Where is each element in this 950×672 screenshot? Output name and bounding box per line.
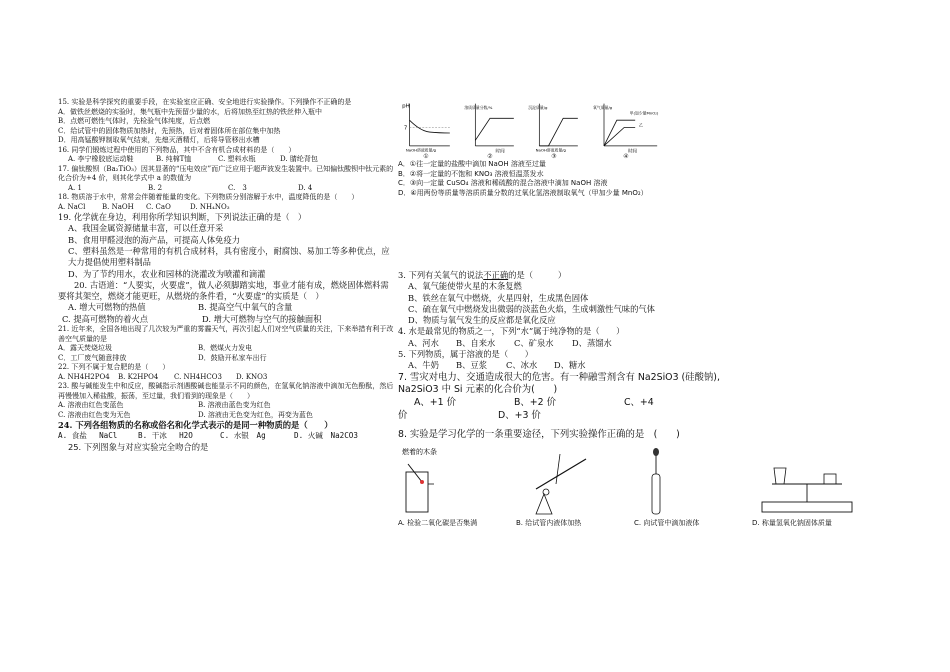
q23-option-c: C. 溶液由红色变为无色 bbox=[58, 410, 131, 419]
q23-options-row1 bbox=[58, 401, 396, 411]
graph-4-ylabel: 氧气质量/g bbox=[593, 105, 613, 111]
q3-stem-pre: 3. 下列有关氧气的说法 bbox=[398, 270, 484, 281]
q19-stem: 19. 化学就在身边，利用你所学知识判断，下列说法正确的是（ ） bbox=[58, 212, 307, 223]
q23-option-a: A. 溶液由红色变蓝色 bbox=[58, 401, 124, 410]
q21-option-b: B．燃煤火力发电 bbox=[198, 344, 253, 353]
q8-image-label: 燃着的木条 bbox=[402, 447, 437, 456]
q22-option-b: B. K2HPO4 bbox=[118, 372, 159, 381]
q8-apparatus-images bbox=[398, 444, 868, 519]
q20-option-a: A. 增大可燃物的热值 bbox=[68, 302, 146, 313]
q20-option-c: C. 提高可燃物的着火点 bbox=[62, 313, 148, 324]
q22-option-d: D. KNO3 bbox=[236, 372, 268, 381]
q19-option-a: A、我国金属资源储量丰富，可以任意开采 bbox=[68, 223, 224, 234]
q8-image-d bbox=[752, 444, 862, 519]
q25-option-a: A．①往一定量的盐酸中滴加 NaOH 溶液至过量 bbox=[398, 160, 546, 168]
graph-2-plot bbox=[462, 100, 518, 155]
graph-4-plot bbox=[590, 100, 662, 155]
q4-option-a: A、河水 bbox=[408, 337, 439, 348]
graph-2-xlabel: 时间 bbox=[495, 149, 505, 155]
q8-image-b bbox=[516, 444, 626, 519]
q17-option-c: C. 3 bbox=[228, 183, 247, 192]
q3-option-a: A、氧气能使带火星的木条复燃 bbox=[408, 281, 522, 292]
q25-option-b: B．②将一定量的不饱和 KNO₃ 溶液恒温蒸发水 bbox=[398, 169, 544, 178]
right-column bbox=[398, 100, 868, 528]
q25-stem: 25. 下列图象与对应实验完全吻合的是 bbox=[68, 441, 209, 452]
q18-stem: 18. 物质溶于水中，常常会伴随着能量的变化。下列物质分别溶解于水中，温度降低的是（ ） bbox=[58, 193, 359, 202]
q18-option-c: C. CaO bbox=[146, 202, 171, 211]
q7-option-a: A、+1 价 bbox=[414, 397, 456, 409]
q21-options-row1 bbox=[58, 344, 396, 354]
graph-3 bbox=[526, 100, 582, 160]
q22-option-c: C. NH4HCO3 bbox=[174, 372, 222, 381]
q17-option-a: A. 1 bbox=[68, 183, 82, 192]
q7-option-b: B、+2 价 bbox=[514, 397, 556, 409]
graph-1-tick: 7 bbox=[404, 125, 408, 132]
q7-stem-line1: 7. 雪灾对电力、交通造成很大的危害。有一种融雪剂含有 Na2SiO3 (硅酸钠), bbox=[398, 371, 720, 383]
q17-option-d: D. 4 bbox=[298, 183, 313, 192]
q21-option-a: A．露天焚烧垃圾 bbox=[58, 344, 113, 353]
q22-option-a: A. NH4H2PO4 bbox=[58, 372, 110, 381]
q16-options bbox=[58, 155, 396, 165]
q16-option-a: A. 李宁橡胶底运动鞋 bbox=[68, 155, 134, 164]
q4-stem: 4. 水是最常见的物质之一，下列“水”属于纯净物的是（ ） bbox=[398, 326, 625, 337]
graph-1-number: ① bbox=[423, 153, 429, 160]
q21-option-c: C．工厂废气随意排放 bbox=[58, 353, 127, 362]
q20-stem: 20. 古语道：“人要实，火要虚”，做人必须脚踏实地，事业才能有成，燃烧固体燃料需要将其架空，燃烧才能更旺，从燃烧的条件看，“火要虚”的实质是（ ） bbox=[58, 279, 389, 302]
q22-options bbox=[58, 373, 396, 383]
graph-4-number: ④ bbox=[623, 153, 629, 160]
q18-options bbox=[58, 203, 396, 213]
q5-options bbox=[398, 360, 868, 371]
graph-1 bbox=[398, 100, 454, 160]
q4-option-d: D、蒸馏水 bbox=[572, 337, 612, 348]
q25-graphs bbox=[398, 100, 868, 160]
q3-stem-post: 的是（ ） bbox=[508, 270, 567, 281]
q23-options-row2 bbox=[58, 411, 396, 421]
q24-option-b: B. 干冰 H2O bbox=[138, 431, 193, 441]
graph-4-legend-a: 甲(加少量MnO₂) bbox=[629, 110, 659, 116]
q25-option-d: D．④用两份等质量等溶质质量分数的过氧化氢溶液制取氧气（甲加少量 MnO₂） bbox=[398, 188, 648, 197]
q19-option-b: B、食用甲醛浸泡的海产品，可提高人体免疫力 bbox=[68, 234, 241, 245]
q25-option-c: C．③向一定量 CuSO₄ 溶液和稀硫酸的混合溶液中滴加 NaOH 溶液 bbox=[398, 179, 608, 188]
graph-1-plot bbox=[398, 100, 454, 155]
q7-option-c-cont: 价 bbox=[398, 409, 408, 421]
q21-options-row2 bbox=[58, 354, 396, 364]
q8-image-c bbox=[634, 444, 744, 519]
q3-stem bbox=[398, 270, 868, 281]
q16-option-d: D. 腈纶背包 bbox=[280, 155, 318, 164]
graph-3-number: ③ bbox=[551, 153, 557, 160]
q17-stem: 17. 偏钛酸钡（Ba₂TiO₃）因其显著的“压电效应”而广泛应用于超声波发生装置中。已知偏钛酸钡中钛元素的化合价为+4 价，则其化学式中 a 的数值为 bbox=[58, 164, 394, 183]
q7-option-c: C、+4 bbox=[624, 397, 654, 409]
q3-option-b: B、铁丝在氧气中燃烧，火星四射，生成黑色固体 bbox=[408, 292, 589, 303]
q17-options bbox=[58, 184, 396, 194]
graph-1-xlabel: NaOH溶液质量/g bbox=[405, 147, 437, 153]
q18-option-d: D. NH₄NO₃ bbox=[190, 202, 230, 211]
q19-option-d: D、为了节约用水，农业和园林的浇灌改为喷灌和滴灌 bbox=[68, 268, 266, 279]
q15-option-a: A．做铁丝燃烧的实验时，集气瓶中先预留少量的水，后将加热至红热的铁丝伸入瓶中 bbox=[58, 107, 323, 116]
q5-option-c: C、冰水 bbox=[506, 360, 538, 371]
q8-option-a: A. 检验二氧化碳是否集满 bbox=[398, 518, 478, 527]
q24-options bbox=[58, 431, 396, 441]
q8-options bbox=[398, 519, 868, 529]
q17-option-b: B. 2 bbox=[148, 183, 163, 192]
q5-option-b: B、豆浆 bbox=[456, 360, 487, 371]
q8-option-b: B. 给试管内液体加热 bbox=[516, 518, 582, 527]
graph-1-ylabel: pH bbox=[402, 103, 410, 110]
q7-options-row2 bbox=[398, 410, 868, 423]
q8-image-a bbox=[398, 444, 508, 519]
q16-option-c: C. 塑料水瓶 bbox=[218, 155, 256, 164]
q5-stem: 5. 下列物质，属于溶液的是（ ） bbox=[398, 349, 534, 360]
q24-option-a: A. 食盐 NaCl bbox=[58, 431, 118, 441]
q7-stem-line2: Na2SiO3 中 Si 元素的化合价为( ) bbox=[398, 384, 558, 396]
q15-option-c: C．给试管中的固体物质加热时，先预热，后对着固体所在部位集中加热 bbox=[58, 126, 281, 135]
graph-2 bbox=[462, 100, 518, 160]
q23-option-d: D. 溶液由无色变为红色，再变为蓝色 bbox=[198, 410, 313, 419]
q5-option-a: A、牛奶 bbox=[408, 360, 439, 371]
q15-option-d: D．用高锰酸钾制取氧气结束，先熄灭酒精灯，后将导管移出水槽 bbox=[58, 136, 260, 145]
q3-option-c: C、硫在氧气中燃烧发出微弱的淡蓝色火焰，生成刺激性气味的气体 bbox=[408, 303, 655, 314]
graph-4-legend-b: 乙 bbox=[638, 122, 643, 128]
q22-stem: 22. 下列不属于复合肥的是（ ） bbox=[58, 363, 170, 372]
q24-stem: 24. 下列各组物质的名称或俗名和化学式表示的是同一种物质的是（ ） bbox=[58, 420, 333, 431]
graph-3-xlabel: NaOH溶液质量/g bbox=[535, 147, 566, 153]
q8-stem: 8. 实验是学习化学的一条重要途径，下列实验操作正确的是 ( ) bbox=[398, 428, 680, 440]
q19-option-c: C、塑料虽然是一种常用的有机合成材料，具有密度小，耐腐蚀、易加工等多种优点，应大力提倡使用塑料制品 bbox=[68, 246, 390, 268]
q24-option-c: C. 水银 Ag bbox=[220, 431, 266, 441]
q4-option-b: B、自来水 bbox=[456, 337, 496, 348]
q23-stem: 23. 酸与碱能发生中和反应，酸碱指示剂遇酸碱也能显示不同的颜色，在氢氧化钠溶液中滴加无色酚酞，然后再慢慢加入稀盐酸，振荡，至过量，我们看到的现象是（ ） bbox=[58, 382, 394, 400]
graph-4-xlabel: 时间 bbox=[627, 149, 637, 155]
q18-option-a: A. NaCl bbox=[58, 202, 86, 211]
graph-3-plot bbox=[526, 100, 582, 155]
q5-option-d: D、糖水 bbox=[554, 360, 586, 371]
q8-option-c: C. 向试管中滴加液体 bbox=[634, 518, 700, 527]
q20-options-row2 bbox=[58, 314, 396, 325]
graph-2-number: ② bbox=[487, 153, 493, 160]
q4-options bbox=[398, 338, 868, 349]
q24-option-d: D. 火碱 Na2CO3 bbox=[294, 431, 358, 441]
q18-option-b: B. NaOH bbox=[102, 202, 134, 211]
q3-option-d: D、物质与氧气发生的反应都是氧化反应 bbox=[408, 315, 556, 326]
left-column bbox=[58, 98, 396, 453]
q21-option-d: D．鼓励开私家车出行 bbox=[198, 353, 267, 362]
q16-stem: 16. 同学们锻炼过程中使用的下列物品，其中不含有机合成材料的是（ ） bbox=[58, 145, 296, 154]
q16-option-b: B. 纯棉T恤 bbox=[156, 155, 192, 164]
graph-3-ylabel: 沉淀质量/g bbox=[528, 105, 548, 111]
q20-option-b: B. 提高空气中氧气的含量 bbox=[198, 302, 293, 313]
q4-option-c: C、矿泉水 bbox=[514, 337, 554, 348]
graph-2-ylabel: 溶质质量分数/% bbox=[464, 105, 493, 111]
q8-option-d: D. 称量氢氧化钠固体质量 bbox=[752, 518, 832, 527]
q15-stem: 15. 实验是科学探究的重要手段，在实验室应正确、安全地进行实验操作。下列操作不正确的是 bbox=[58, 98, 352, 106]
q20-options-row1 bbox=[58, 302, 396, 313]
q20-option-d: D. 增大可燃物与空气的接触面积 bbox=[202, 313, 322, 324]
q7-options-row1 bbox=[398, 397, 868, 410]
blank-space bbox=[398, 198, 868, 270]
q3-stem-emphasis: 不正确 bbox=[483, 270, 509, 281]
q21-stem: 21. 近年来，全国各地出现了几次较为严重的雾霾天气，再次引起人们对空气质量的关注，下来举措有利于改善空气质量的是 bbox=[58, 325, 394, 343]
graph-4 bbox=[590, 100, 662, 160]
q23-option-b: B. 溶液由蓝色变为红色 bbox=[198, 401, 271, 410]
q15-option-b: B．点燃可燃性气体时，先检验气体纯度，后点燃 bbox=[58, 117, 211, 126]
q7-option-d: D、+3 价 bbox=[498, 409, 541, 421]
